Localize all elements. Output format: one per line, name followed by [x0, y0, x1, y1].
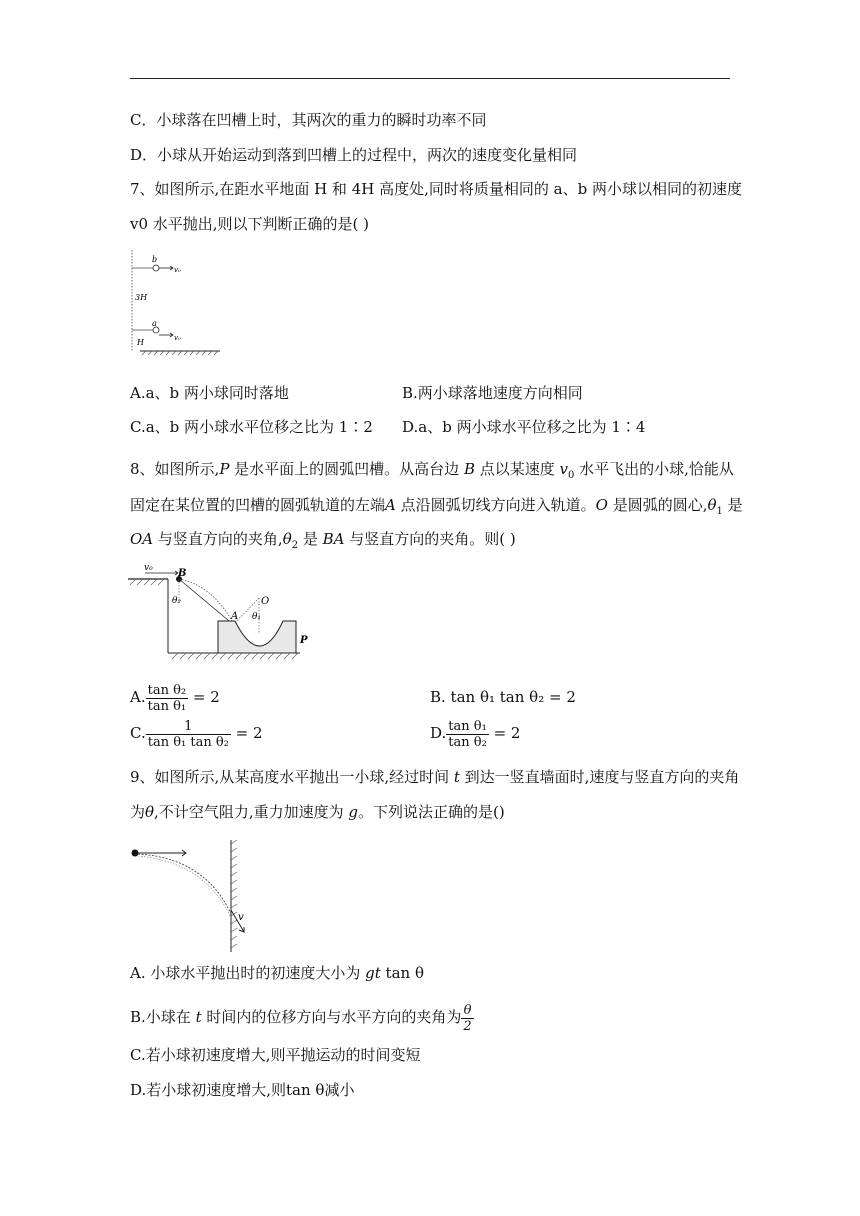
- fig7-label-v0-top: v₀: [174, 266, 181, 274]
- q9-figure: [128, 840, 258, 955]
- fig8-label-theta1: θ₁: [252, 612, 262, 622]
- q8-option-a: [130, 680, 220, 714]
- q9-var-g: g: [348, 803, 358, 821]
- q8-text: 固定在某位置的凹槽的圆弧轨道的左端: [130, 496, 386, 514]
- option-c-previous: C．小球落在凹槽上时，其两次的重力的瞬时功率不同: [130, 111, 487, 129]
- q8-var-ba: BA: [322, 530, 345, 548]
- q9-option-b-t: t: [195, 1008, 202, 1026]
- q9-option-b-numerator: θ: [461, 1003, 473, 1019]
- q7-stem-line2: v0 水平抛出,则以下判断正确的是( ): [130, 215, 370, 233]
- fig8-label-theta2: θ₂: [172, 596, 182, 606]
- q9-option-d: [130, 1080, 354, 1100]
- fig7-label-h: H: [137, 338, 144, 347]
- q8-option-a-equals: = 2: [192, 688, 220, 706]
- q8-text: 点沿圆弧切线方向进入轨道。: [395, 496, 596, 514]
- q8-option-c-numerator: 1: [146, 719, 231, 735]
- q8-text: 是圆弧的圆心,: [607, 496, 708, 514]
- q8-option-d-numerator: tan θ₁: [448, 718, 487, 734]
- q8-var-theta: θ: [282, 530, 292, 548]
- q8-option-d-fraction: [446, 719, 489, 750]
- fig8-label-v0: v₀: [144, 563, 153, 573]
- q8-text: 水平飞出的小球,恰能从: [574, 460, 734, 478]
- q9-text: 到达一竖直墙面时,速度与竖直方向的夹角: [459, 768, 740, 786]
- q8-option-c-prefix: C.: [130, 724, 146, 742]
- fig7-label-a: a: [152, 319, 157, 328]
- q9-option-b-fraction: [461, 1003, 473, 1034]
- q8-var-a: A: [385, 496, 396, 514]
- q8-option-a-prefix: A.: [130, 688, 146, 706]
- q8-option-a-denominator: tan θ₁: [147, 698, 187, 714]
- q8-option-c: [130, 716, 263, 750]
- q8-stem-line1: [130, 459, 734, 486]
- fig8-label-a: A: [231, 611, 239, 622]
- q9-option-d-text2: 减小: [324, 1081, 355, 1099]
- q8-option-c-fraction: [146, 719, 231, 750]
- q9-option-a-text: A. 小球水平抛出时的初速度大小为: [130, 964, 366, 982]
- q8-option-d: [430, 716, 520, 750]
- q9-option-d-tan: tan θ: [286, 1081, 325, 1099]
- q8-option-a-numerator: tan θ₂: [147, 682, 187, 698]
- fig7-label-3h: 3H: [135, 293, 148, 302]
- q8-option-b: B. tan θ₁ tan θ₂ = 2: [430, 688, 576, 706]
- q7-stem-line1: 7、如图所示,在距水平地面 H 和 4H 高度处,同时将质量相同的 a、b 两小球以相同的初速度: [130, 180, 742, 198]
- q9-option-a-gt: gt: [365, 964, 381, 982]
- q8-var-p: P: [219, 460, 230, 478]
- option-d-previous: D．小球从开始运动到落到凹槽上的过程中，两次的速度变化量相同: [130, 146, 578, 164]
- header-rule: [130, 78, 730, 79]
- q8-stem-line3: [130, 529, 516, 556]
- q9-text: 9、如图所示,从某高度水平抛出一小球,经过时间: [130, 768, 454, 786]
- q8-text: 与竖直方向的夹角,: [153, 530, 283, 548]
- q8-sub-1: 1: [716, 506, 723, 517]
- fig7-label-b: b: [152, 255, 158, 264]
- q9-var-t: t: [453, 768, 460, 786]
- q9-option-a: [130, 963, 424, 983]
- q9-option-b-text2: 时间内的位移方向与水平方向的夹角为: [201, 1008, 462, 1026]
- q8-option-d-prefix: D.: [430, 724, 447, 742]
- q8-figure: [128, 563, 320, 663]
- q8-option-d-equals: = 2: [493, 724, 521, 742]
- q9-option-b-denominator: 2: [463, 1018, 472, 1034]
- q8-text: 与竖直方向的夹角。则( ): [344, 530, 516, 548]
- q9-text: 。下列说法正确的是(): [357, 803, 505, 821]
- q9-text: ,不计空气阻力,重力加速度为: [154, 803, 349, 821]
- q8-text: 是水平面上的圆弧凹槽。从高台边: [229, 460, 464, 478]
- q8-text: 是: [722, 496, 743, 514]
- q8-sub-0: 0: [568, 470, 575, 481]
- q7-option-d: D.a、b 两小球水平位移之比为 1∶4: [402, 418, 646, 436]
- q8-text: 8、如图所示,: [130, 460, 220, 478]
- q8-stem-line2: [130, 495, 743, 522]
- q9-var-theta: θ: [145, 803, 155, 821]
- q9-text: 为: [130, 803, 146, 821]
- q8-var-oa: OA: [130, 530, 154, 548]
- fig9-label-v: v: [238, 912, 244, 923]
- q9-stem-line2: [130, 802, 505, 822]
- q8-sub-2: 2: [291, 540, 299, 551]
- q8-var-theta: θ: [707, 496, 717, 514]
- q9-stem-line1: [130, 767, 739, 787]
- q9-option-b: [130, 1000, 474, 1034]
- q8-var-b: B: [463, 460, 475, 478]
- q7-option-b: B.两小球落地速度方向相同: [402, 384, 583, 402]
- q8-option-d-denominator: tan θ₂: [448, 734, 487, 750]
- q8-var-o: O: [595, 496, 608, 514]
- fig8-label-b: B: [178, 568, 187, 579]
- q7-figure: [125, 250, 225, 362]
- q9-option-c: C.若小球初速度增大,则平抛运动的时间变短: [130, 1046, 421, 1064]
- q8-text: 是: [298, 530, 323, 548]
- q7-option-c: C.a、b 两小球水平位移之比为 1∶2: [130, 418, 373, 436]
- fig8-label-p: P: [300, 635, 308, 646]
- q8-var-v: v: [559, 460, 569, 478]
- q8-option-a-fraction: [146, 683, 189, 714]
- q8-option-c-equals: = 2: [235, 724, 263, 742]
- q9-option-d-text: D.若小球初速度增大,则: [130, 1081, 287, 1099]
- q8-text: 点以某速度: [474, 460, 560, 478]
- q9-option-a-tan: tan θ: [380, 964, 424, 982]
- q7-option-a: A.a、b 两小球同时落地: [130, 384, 289, 402]
- q9-option-b-text: B.小球在: [130, 1008, 196, 1026]
- q8-option-c-denominator: tan θ₁ tan θ₂: [147, 734, 229, 750]
- fig7-label-v0-bottom: v₀: [174, 334, 181, 342]
- fig8-label-o: O: [261, 596, 270, 607]
